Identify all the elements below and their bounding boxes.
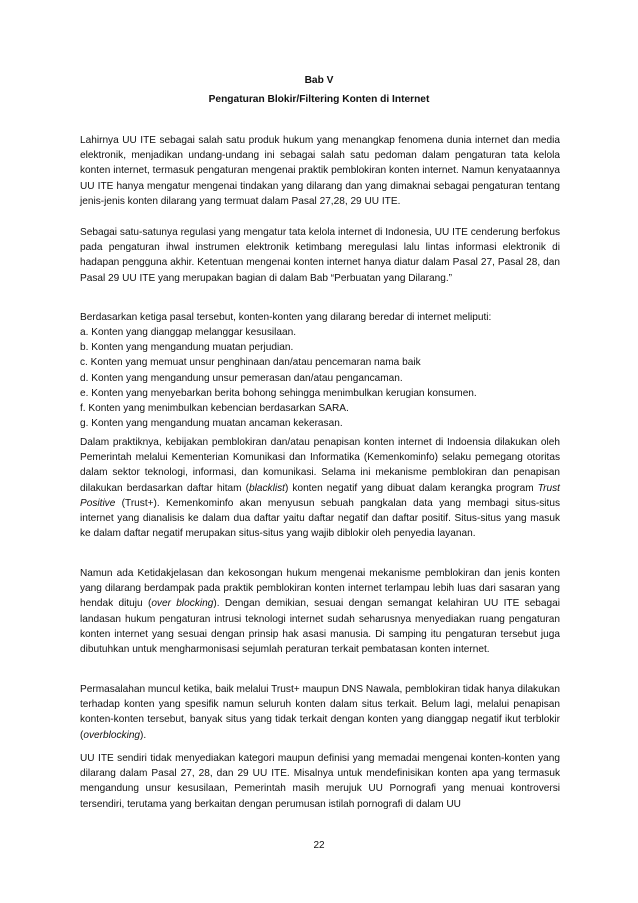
paragraph-6-text-a: Permasalahan muncul ketika, baik melalui Trust+ maupun DNS Nawala, pemblokiran tidak hanya dilakukan terhadap konten yang spesifik namun seluruh konten dalam situs terkait. Belum lagi, melalui penapisan konten-konten tersebut, banyak situs yang tidak terkait dengan konten yang dianggap negatif ikut terblokir ( <box>80 684 560 741</box>
list-item: d. Konten yang mengandung unsur pemerasan dan/atau pengancaman. <box>80 372 403 384</box>
paragraph-3-intro: Berdasarkan ketiga pasal tersebut, konten-konten yang dilarang beredar di internet meliputi: <box>80 312 492 323</box>
list-item: c. Konten yang memuat unsur penghinaan dan/atau pencemaran nama baik <box>80 357 421 369</box>
page-number: 22 <box>313 840 325 851</box>
paragraph-4-text-a: Dalam praktiknya, kebijakan pemblokiran dan/atau penapisan konten internet di Indoensia dilakukan oleh Pemerintah melalui Kementerian Komunikasi dan Informatika (Kemenkominfo) selaku pemegang otoritas dalam sektor teknologi, informasi, dan komunikasi. Selama ini mekanisme pemblokiran dan penapisan dilakukan berdasarkan daftar hitam ( <box>80 437 560 494</box>
paragraph-7: UU ITE sendiri tidak menyediakan kategori maupun definisi yang memadai mengenai konten-konten yang dilarang dalam Pasal 27, 28, dan 29 UU ITE. Misalnya untuk mendefinisikan konten apa yang termasuk mengandung unsur kesusilaan, Pemerintah masih merujuk UU Pornografi yang menuai kontroversi tersendiri, terutama yang berkaitan dengan perumusan istilah pornografi di dalam UU <box>80 753 560 810</box>
list-item: a. Konten yang dianggap melanggar kesusilaan. <box>80 327 297 338</box>
list-item: f. Konten yang menimbulkan kebencian berdasarkan SARA. <box>80 403 349 415</box>
paragraph-5 <box>80 566 560 657</box>
paragraph-1: Lahirnya UU ITE sebagai salah satu produk hukum yang menangkap fenomena dunia internet dan media elektronik, menjadikan undang-undang ini sebagai salah satu pedoman dalam pengaturan tata kelola konten internet, termasuk pengaturan mengenai praktik pemblokiran konten internet. Namun kenyataannya UU ITE hanya mengatur mengenai tindakan yang dilarang dan yang dimaknai sebagai pengaturan tentang jenis-jenis konten dilarang yang termuat dalam Pasal 27,28, 29 UU ITE. <box>80 135 560 207</box>
paragraph-4-text-c: (Trust+). Kemenkominfo akan menyusun sebuah pangkalan data yang membagi situs-situs internet yang dianalisis ke dalam dua daftar yaitu daftar negatif dan daftar positif. Situs-situs yang masuk ke dalam daftar negatif merupakan situs-situs yang wajib diblokir oleh penyedia layanan. <box>80 497 560 540</box>
prohibited-content-list <box>80 325 560 431</box>
term-over-blocking: over blocking <box>151 598 214 610</box>
term-blacklist: blacklist <box>249 482 285 494</box>
paragraph-2: Sebagai satu-satunya regulasi yang mengatur tata kelola internet di Indonesia, UU ITE cenderung berfokus pada pengaturan ihwal instrumen elektronik ketimbang meregulasi lalu lintas informasi elektronik di hadapan pengguna akhir. Ketentuan mengenai konten internet hanya diatur dalam Pasal 27, Pasal 28, dan Pasal 29 UU ITE yang merupakan bagian di dalam Bab “Perbuatan yang Dilarang.” <box>80 227 560 284</box>
term-trust-positive: Trust Positive <box>80 482 560 509</box>
paragraph-5-text-b: ). Dengan demikian, sesuai dengan semangat kelahiran UU ITE sebagai landasan hukum pengaturan intrusi teknologi internet sudah seharusnya menyediakan ruang pengaturan konten internet yang sesuai dengan prinsip hak asasi manusia. Di samping itu pengaturan tersebut juga dibutuhkan untuk mengharmonisasi sejumlah peraturan terkait pembatasan konten internet. <box>80 598 561 656</box>
paragraph-6 <box>80 682 560 743</box>
chapter-title: Pengaturan Blokir/Filtering Konten di Internet <box>208 94 430 105</box>
term-overblocking: overblocking <box>83 729 141 741</box>
list-item: b. Konten yang mengandung muatan perjudian. <box>80 342 294 354</box>
chapter-heading: Bab V <box>304 75 334 86</box>
paragraph-5-text-a: Namun ada Ketidakjelasan dan kekosongan hukum mengenai mekanisme pemblokiran dan jenis konten yang dilarang berdampak pada praktik pemblokiran konten internet terlampau lebih luas dari sasaran yang hendak dituju ( <box>80 568 560 610</box>
paragraph-4-text-b: ) konten negatif yang dibuat dalam kerangka program <box>284 482 538 494</box>
list-item: e. Konten yang menyebarkan berita bohong sehingga menimbulkan kerugian konsumen. <box>80 387 477 399</box>
paragraph-6-text-b: ). <box>140 729 147 741</box>
paragraph-4 <box>80 435 560 541</box>
list-item: g. Konten yang mengandung muatan ancaman kekerasan. <box>80 418 343 430</box>
